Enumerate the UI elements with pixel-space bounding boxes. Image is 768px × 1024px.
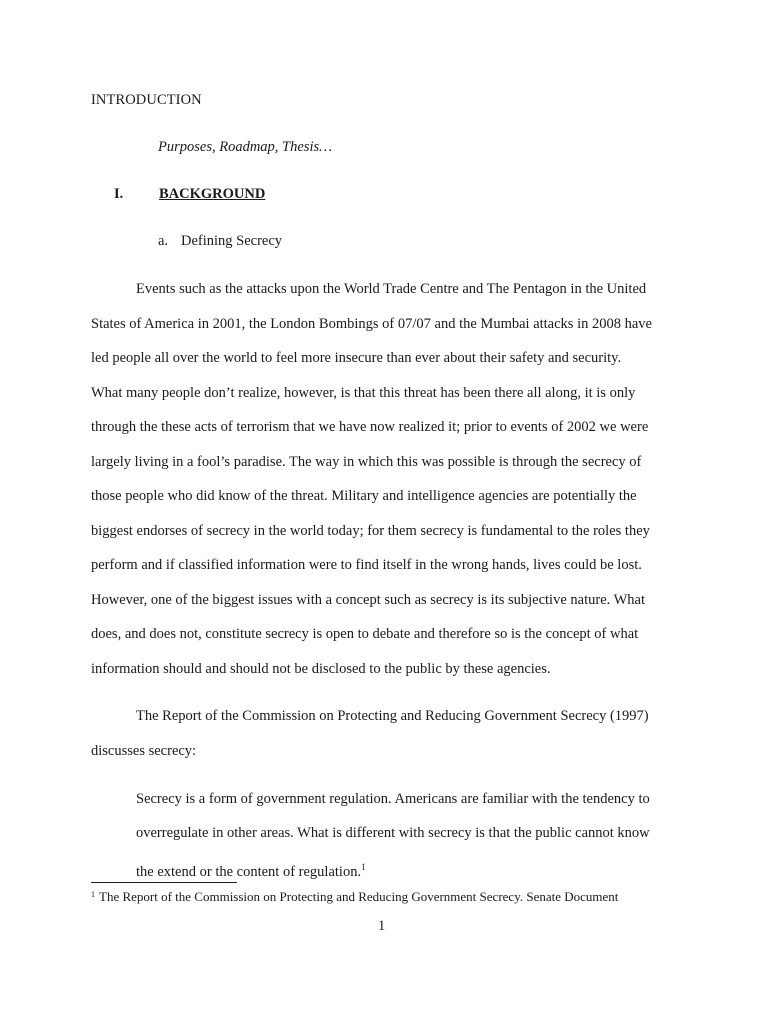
paragraph-line: does, and does not, constitute secrecy is open to debate and therefore so is the concept of what <box>91 626 639 642</box>
footnote-divider <box>91 882 237 883</box>
subsection-heading <box>158 232 282 250</box>
paragraph-line: States of America in 2001, the London Bombings of 07/07 and the Mumbai attacks in 2008 have <box>91 315 652 332</box>
subsection-letter: a. <box>158 233 169 249</box>
paragraph-line: perform and if classified information were to find itself in the wrong hands, lives could be lost. <box>91 557 642 573</box>
footnote-marker: 1 <box>91 890 95 899</box>
paragraph-line: through the these acts of terrorism that we have now realized it; prior to events of 2002 we were <box>91 419 649 435</box>
footnote-reference[interactable]: 1 <box>361 862 366 872</box>
footnote <box>91 887 618 905</box>
paragraph-line: What many people don’t realize, however, is that this threat has been there all along, it is only <box>91 384 636 401</box>
quote-line: overregulate in other areas. What is different with secrecy is that the public cannot know <box>136 825 650 841</box>
quote-line: Secrecy is a form of government regulation. Americans are familiar with the tendency to <box>136 791 650 807</box>
paragraph-line: information should and should not be disclosed to the public by these agencies. <box>91 660 551 677</box>
heading-introduction: INTRODUCTION <box>91 92 202 108</box>
paragraph-line: discusses secrecy: <box>91 742 197 759</box>
paragraph-line: The Report of the Commission on Protecting and Reducing Government Secrecy (1997) <box>136 708 649 724</box>
subheading-purposes: Purposes, Roadmap, Thesis… <box>158 139 333 155</box>
paragraph-line: However, one of the biggest issues with a concept such as secrecy is its subjective nature. What <box>91 591 646 608</box>
section-title: BACKGROUND <box>159 186 266 202</box>
quote-line-text: the extend or the content of regulation. <box>136 864 362 880</box>
subsection-title: Defining Secrecy <box>181 233 283 249</box>
paragraph-line: those people who did know of the threat. Military and intelligence agencies are potentially the <box>91 488 637 504</box>
paragraph-line: Events such as the attacks upon the World Trade Centre and The Pentagon in the United <box>136 281 647 297</box>
paragraph-line: biggest endorses of secrecy in the world today; for them secrecy is fundamental to the roles they <box>91 522 650 539</box>
section-number: I. <box>114 186 124 202</box>
footnote-text: The Report of the Commission on Protecting and Reducing Government Secrecy. Senate Document <box>99 889 619 904</box>
quote-line <box>136 858 366 881</box>
paragraph-line: led people all over the world to feel more insecure than ever about their safety and security. <box>91 350 622 366</box>
page-number: 1 <box>378 918 386 934</box>
paragraph-line: largely living in a fool’s paradise. The way in which this was possible is through the secrecy of <box>91 453 642 470</box>
